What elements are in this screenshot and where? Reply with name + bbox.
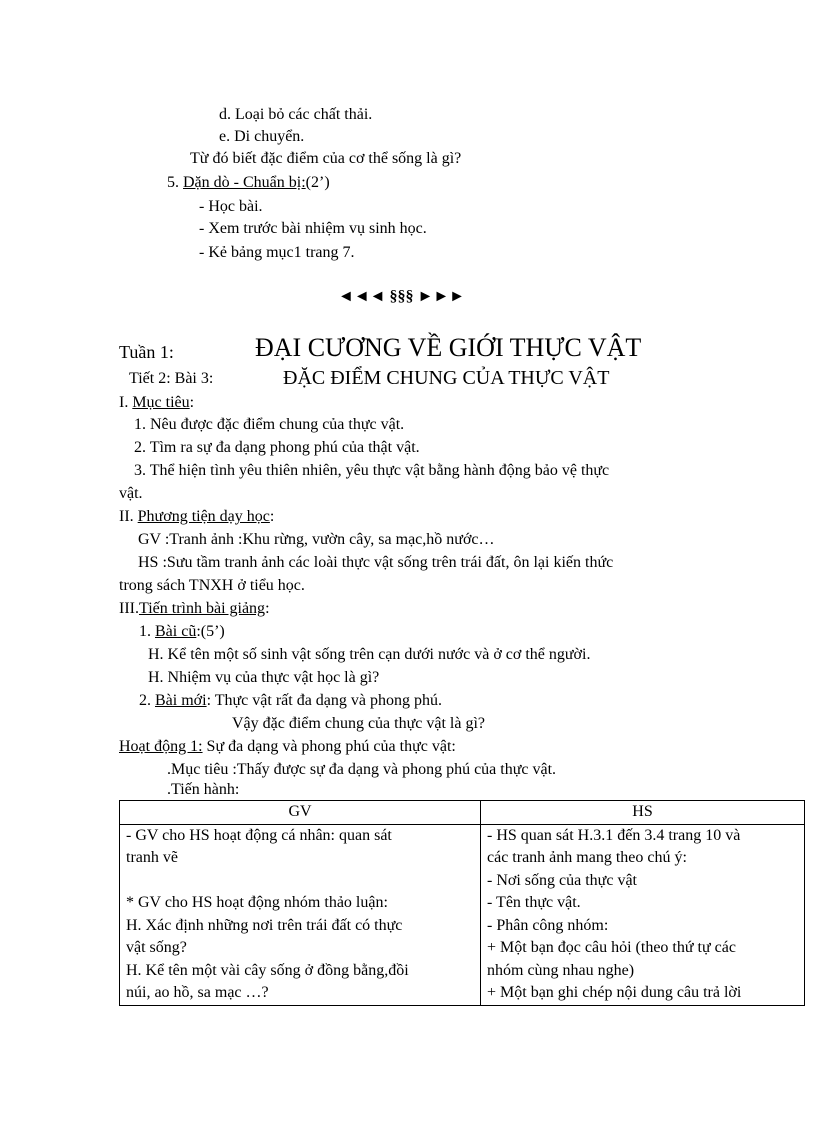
- question-line: Từ đó biết đặc điểm của cơ thể sống là gì?: [190, 150, 462, 167]
- means-number: II.: [119, 508, 138, 525]
- list-item-d: d. Loại bỏ các chất thải.: [219, 106, 373, 123]
- section-5-label: Dặn dò - Chuẩn bị:: [183, 174, 306, 191]
- lesson-label: Tiết 2: Bài 3:: [129, 370, 214, 387]
- new-lesson-line: [139, 690, 442, 712]
- objectives-colon: :: [189, 394, 195, 411]
- new-lesson-number: 2.: [139, 692, 155, 709]
- gv-line: * GV cho HS hoạt động nhóm thảo luận:: [126, 894, 388, 911]
- new-lesson-label: Bài mới: [155, 692, 207, 709]
- gv-line-blank: [126, 870, 474, 893]
- gv-line: vật sống?: [126, 939, 187, 956]
- gv-line: H. Xác định những nơi trên trái đất có thực: [126, 916, 403, 934]
- objective-item: 3. Thể hiện tình yêu thiên nhiên, yêu thực vật bằng hành động bảo vệ thực: [134, 462, 610, 479]
- process-number: III.: [119, 600, 139, 617]
- old-lesson-time: :(5’): [196, 623, 225, 640]
- hs-line: + Một bạn ghi chép nội dung câu trả lời: [487, 984, 742, 1001]
- old-lesson-heading: [139, 621, 225, 643]
- process-label: Tiến trình bài giảng: [138, 600, 266, 617]
- column-header-hs: HS: [481, 801, 805, 825]
- hs-line: - Tên thực vật.: [487, 894, 581, 911]
- old-lesson-number: 1.: [139, 623, 155, 640]
- objectives-heading: [119, 392, 194, 414]
- hs-cell: [481, 824, 805, 1005]
- table-row: [120, 824, 805, 1005]
- task-3: - Kẻ bảng mục1 trang 7.: [199, 244, 355, 261]
- means-gv: GV :Tranh ảnh :Khu rừng, vườn cây, sa mạc,hồ nước…: [138, 531, 495, 548]
- objective-item: 1. Nêu được đặc điểm chung của thực vật.: [134, 416, 405, 433]
- objectives-number: I.: [119, 394, 133, 411]
- table-header-row: [120, 801, 805, 825]
- hs-line: - HS quan sát H.3.1 đến 3.4 trang 10 và: [487, 826, 741, 844]
- activity-heading: [119, 736, 456, 758]
- column-header-gv: GV: [120, 801, 481, 825]
- week-label: Tuần 1:: [119, 342, 174, 362]
- objective-item: 2. Tìm ra sự đa dạng phong phú của thật vật.: [134, 439, 420, 456]
- objective-item-cont: vật.: [119, 485, 143, 502]
- activity-goal: .Mục tiêu :Thấy được sự đa dạng và phong phú của thực vật.: [167, 761, 557, 778]
- means-colon: :: [269, 508, 275, 525]
- old-lesson-label: Bài cũ: [155, 623, 197, 640]
- process-heading: [119, 598, 270, 620]
- activity-table: [119, 800, 805, 1006]
- lesson-title: ĐẶC ĐIỂM CHUNG CỦA THỰC VẬT: [283, 367, 610, 389]
- task-2: - Xem trước bài nhiệm vụ sinh học.: [199, 220, 427, 237]
- hs-line: - Nơi sống của thực vật: [487, 871, 637, 889]
- hs-line: - Phân công nhóm:: [487, 916, 609, 934]
- objectives-label: Mục tiêu: [132, 394, 190, 411]
- new-lesson-question: Vậy đặc điểm chung của thực vật là gì?: [232, 715, 486, 732]
- activity-title: Sự đa dạng và phong phú của thực vật:: [202, 738, 456, 755]
- chapter-title: ĐẠI CƯƠNG VỀ GIỚI THỰC VẬT: [255, 333, 642, 362]
- new-lesson-text: : Thực vật rất đa dạng và phong phú.: [206, 692, 443, 709]
- section-5-time: (2’): [305, 174, 330, 191]
- old-question-1: H. Kể tên một số sinh vật sống trên cạn dưới nước và ở cơ thể người.: [148, 646, 591, 663]
- hs-line: + Một bạn đọc câu hỏi (theo thứ tự các: [487, 939, 736, 956]
- section-divider: ◄◄◄ §§§ ►►►: [338, 288, 466, 305]
- task-1: - Học bài.: [199, 198, 263, 215]
- gv-line: H. Kể tên một vài cây sống ở đồng bằng,đồi: [126, 961, 409, 979]
- section-5-number: 5.: [167, 174, 183, 191]
- gv-line: - GV cho HS hoạt động cá nhân: quan sát: [126, 826, 392, 844]
- section-5: [167, 172, 330, 194]
- activity-label: Hoạt động 1:: [119, 738, 203, 755]
- means-hs: HS :Sưu tầm tranh ảnh các loài thực vật sống trên trái đất, ôn lại kiến thức: [138, 554, 614, 571]
- list-item-e: e. Di chuyển.: [219, 128, 305, 145]
- gv-line: núi, ao hồ, sa mạc …?: [126, 984, 269, 1001]
- means-label: Phương tiện dạy học: [137, 508, 270, 525]
- hs-line: nhóm cùng nhau nghe): [487, 961, 635, 979]
- activity-steps: .Tiến hành:: [167, 781, 240, 798]
- means-heading: [119, 506, 274, 528]
- means-hs-cont: trong sách TNXH ở tiểu học.: [119, 577, 305, 594]
- gv-cell: [120, 824, 481, 1005]
- process-colon: :: [265, 600, 270, 617]
- hs-line: các tranh ảnh mang theo chú ý:: [487, 849, 687, 866]
- gv-line: tranh vẽ: [126, 849, 178, 866]
- old-question-2: H. Nhiệm vụ của thực vật học là gì?: [148, 669, 380, 686]
